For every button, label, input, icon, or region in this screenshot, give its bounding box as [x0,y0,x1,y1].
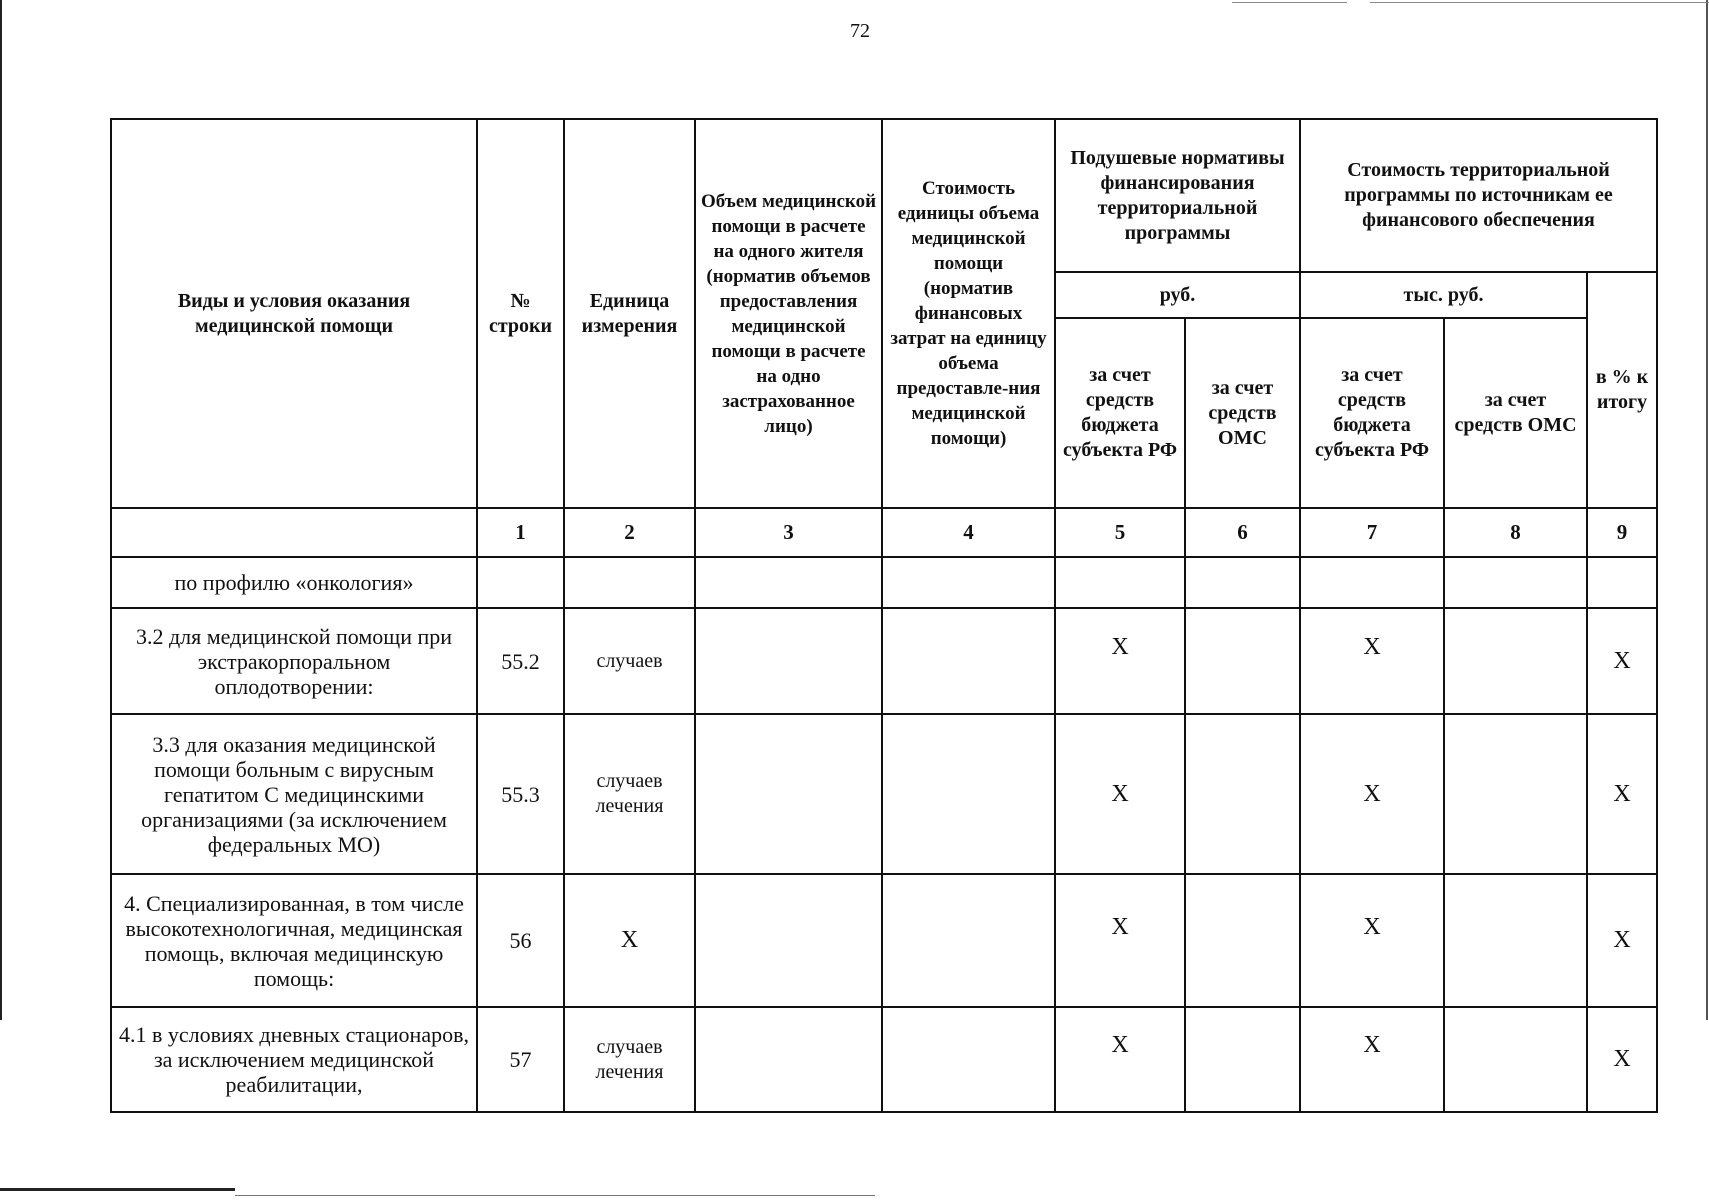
row-unit: Х [564,874,695,1007]
table-row [111,714,1657,874]
row-number: 55.2 [477,608,564,714]
column-number-cell: 3 [695,508,882,557]
row-cell-percent: Х [1587,1007,1657,1112]
row-unit [564,557,695,608]
row-cell-oms-2 [1444,874,1587,1007]
row-cell-percent: Х [1587,608,1657,714]
row-cell-oms [1185,557,1300,608]
table-row [111,1007,1657,1112]
row-unit: случаев лечения [564,714,695,874]
header-volume: Объем медицинской помощи в расчете на одного жителя (норматив объемов предоставления медицинской помощи в расчете на одно застрахованное лицо) [695,119,882,508]
row-cell-oms-2 [1444,714,1587,874]
row-cell-percent [1587,557,1657,608]
row-unit: случаев лечения [564,1007,695,1112]
scan-artifact-line [235,1195,875,1196]
row-number: 56 [477,874,564,1007]
row-cell-oms-2 [1444,557,1587,608]
row-number: 57 [477,1007,564,1112]
row-cell-oms [1185,874,1300,1007]
row-cell-volume [695,608,882,714]
row-unit: случаев [564,608,695,714]
header-program-cost: Стоимость территориальной программы по источникам ее финансового обеспечения [1300,119,1657,272]
column-number-cell: 2 [564,508,695,557]
row-number [477,557,564,608]
row-cell-percent: Х [1587,714,1657,874]
page-left-border [0,0,2,1020]
row-cell-volume [695,557,882,608]
budget-table [110,118,1658,1113]
scan-artifact-line [1232,2,1347,3]
row-cell-budget-rf-2: Х [1300,608,1444,714]
row-cell-volume [695,714,882,874]
column-number-cell: 5 [1055,508,1185,557]
row-cell-volume [695,1007,882,1112]
row-cell-cost [882,714,1055,874]
scan-artifact-line [1370,2,1709,3]
page-right-border [1706,0,1708,1020]
row-number: 55.3 [477,714,564,874]
row-cell-budget-rf-2 [1300,557,1444,608]
row-name: 3.3 для оказания медицинской помощи больным с вирусным гепатитом С медицинскими организациями (за исключением федеральных МО) [111,714,477,874]
header-budget-rf: за счет средств бюджета субъекта РФ [1055,318,1185,508]
row-cell-budget-rf: Х [1055,608,1185,714]
header-unit-thousand-rub: тыс. руб. [1300,272,1587,318]
table-row [111,608,1657,714]
row-cell-oms [1185,1007,1300,1112]
header-type-of-care: Виды и условия оказания медицинской помощи [111,119,477,508]
row-cell-percent: Х [1587,874,1657,1007]
header-oms: за счет средств ОМС [1185,318,1300,508]
table-row [111,874,1657,1007]
row-cell-budget-rf [1055,557,1185,608]
column-number-cell [111,508,477,557]
column-number-cell: 4 [882,508,1055,557]
row-cell-oms-2 [1444,1007,1587,1112]
row-cell-oms [1185,608,1300,714]
header-budget-rf-2: за счет средств бюджета субъекта РФ [1300,318,1444,508]
row-cell-oms-2 [1444,608,1587,714]
header-unit: Единица измерения [564,119,695,508]
column-number-row [111,508,1657,557]
row-cell-budget-rf: Х [1055,714,1185,874]
row-cell-volume [695,874,882,1007]
row-cell-budget-rf-2: Х [1300,1007,1444,1112]
row-name: 3.2 для медицинской помощи при экстракорпоральном оплодотворении: [111,608,477,714]
row-cell-budget-rf-2: Х [1300,874,1444,1007]
column-number-cell: 6 [1185,508,1300,557]
header-unit-rub: руб. [1055,272,1300,318]
row-name: 4.1 в условиях дневных стационаров, за исключением медицинской реабилитации, [111,1007,477,1112]
header-unit-cost: Стоимость единицы объема медицинской помощи (норматив финансовых затрат на единицу объема предоставле-ния медицинской помощи) [882,119,1055,508]
row-name: по профилю «онкология» [111,557,477,608]
row-cell-oms [1185,714,1300,874]
scan-artifact-line [0,1188,235,1191]
row-cell-budget-rf-2: Х [1300,714,1444,874]
column-number-cell: 9 [1587,508,1657,557]
header-per-capita-norms: Подушевые нормативы финансирования территориальной программы [1055,119,1300,272]
header-row-1 [111,119,1657,272]
column-number-cell: 8 [1444,508,1587,557]
row-cell-cost [882,1007,1055,1112]
row-cell-budget-rf: Х [1055,1007,1185,1112]
row-cell-cost [882,608,1055,714]
header-percent-total: в % к итогу [1587,272,1657,508]
header-oms-2: за счет средств ОМС [1444,318,1587,508]
page-number: 72 [850,20,870,42]
row-cell-cost [882,874,1055,1007]
column-number-cell: 7 [1300,508,1444,557]
table-row [111,557,1657,608]
row-cell-cost [882,557,1055,608]
row-cell-budget-rf: Х [1055,874,1185,1007]
header-row-number: № строки [477,119,564,508]
column-number-cell: 1 [477,508,564,557]
row-name: 4. Специализированная, в том числе высокотехнологичная, медицинская помощь, включая медицинскую помощь: [111,874,477,1007]
